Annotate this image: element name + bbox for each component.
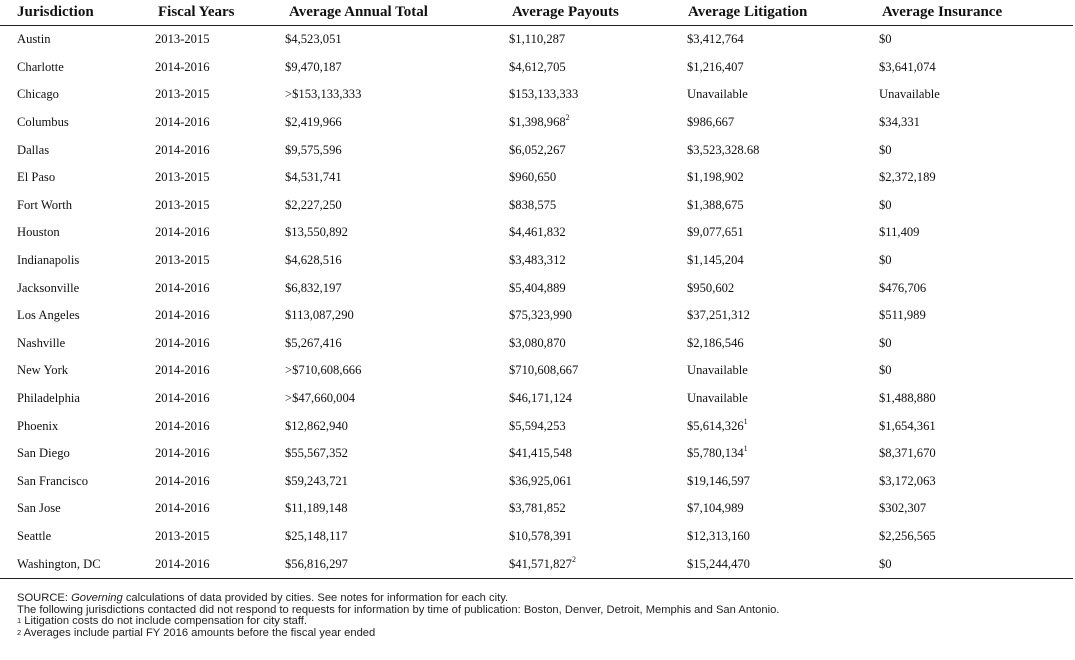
cell-jurisdiction-value: Fort Worth [17,197,73,212]
table-row [0,219,1073,247]
cell-fiscal-years-value: 2014-2016 [155,446,210,461]
cell-average-litigation [687,357,879,385]
cell-average-payouts-value: $838,575 [509,197,557,212]
cell-average-payouts [509,468,687,496]
cell-fiscal-years-value: 2014-2016 [155,115,210,130]
cell-fiscal-years [155,302,285,330]
cell-average-payouts [509,550,687,578]
table-row [0,523,1073,551]
footnote-1-mark: 1 [17,616,22,625]
cell-average-insurance [879,274,1073,302]
cell-average-annual-total-value: $55,567,352 [285,446,348,461]
cell-average-litigation [687,164,879,192]
cell-fiscal-years-value: 2014-2016 [155,363,210,378]
cell-average-payouts-value: $1,398,968 [509,115,566,130]
cell-average-annual-total [285,26,509,54]
cell-average-annual-total [285,274,509,302]
cell-average-insurance-value: $3,641,074 [879,59,936,74]
cell-average-insurance [879,81,1073,109]
cell-average-litigation-value: Unavailable [687,363,748,378]
cell-jurisdiction-value: New York [17,363,69,378]
cell-average-insurance [879,523,1073,551]
cell-fiscal-years-value: 2014-2016 [155,391,210,406]
cell-fiscal-years [155,26,285,54]
cell-average-annual-total-value: $113,087,290 [285,308,354,323]
cell-jurisdiction [0,412,155,440]
cell-jurisdiction-value: Charlotte [17,59,64,74]
cell-average-insurance [879,495,1073,523]
footnote-2 [17,628,1067,640]
cell-fiscal-years [155,192,285,220]
cell-average-insurance-value: $0 [879,556,892,571]
table-row [0,495,1073,523]
cell-average-payouts-value: $46,171,124 [509,391,572,406]
cell-average-litigation-value: $950,602 [687,280,735,295]
cell-fiscal-years-value: 2014-2016 [155,142,210,157]
cell-average-insurance-value: $0 [879,253,892,268]
cell-average-insurance-value: $302,307 [879,501,927,516]
cell-average-insurance [879,109,1073,137]
cell-jurisdiction [0,440,155,468]
cell-fiscal-years-value: 2014-2016 [155,225,210,240]
cell-jurisdiction-value: Phoenix [17,418,59,433]
cell-jurisdiction [0,330,155,358]
cell-average-litigation-value: $15,244,470 [687,556,750,571]
cell-average-annual-total [285,330,509,358]
cell-average-litigation [687,274,879,302]
cell-average-litigation-value: $1,216,407 [687,59,744,74]
cell-jurisdiction [0,302,155,330]
cell-average-annual-total [285,412,509,440]
cell-fiscal-years-value: 2014-2016 [155,308,210,323]
table-notes [17,593,1067,639]
cell-fiscal-years [155,495,285,523]
cell-average-insurance [879,164,1073,192]
cell-fiscal-years-value: 2014-2016 [155,280,210,295]
cell-average-insurance-value: $3,172,063 [879,473,936,488]
cell-jurisdiction-value: Philadelphia [17,391,80,406]
cell-fiscal-years [155,412,285,440]
cell-fiscal-years [155,219,285,247]
cell-fiscal-years [155,136,285,164]
cell-average-payouts-value: $41,415,548 [509,446,572,461]
table-row [0,247,1073,275]
cell-fiscal-years [155,468,285,496]
cell-average-payouts [509,495,687,523]
cell-average-litigation-value: $7,104,989 [687,501,744,516]
source-text: calculations of data provided by cities. See notes for information for each city. [122,592,509,604]
cell-average-annual-total-value: $56,816,297 [285,556,348,571]
cell-average-litigation [687,109,879,137]
cell-fiscal-years [155,164,285,192]
footnote-2-text: Averages include partial FY 2016 amounts before the fiscal year ended [21,626,376,639]
table-row [0,302,1073,330]
cell-average-insurance-value: $476,706 [879,280,927,295]
cell-average-annual-total [285,247,509,275]
cell-average-annual-total-value: $9,470,187 [285,59,342,74]
cell-jurisdiction [0,81,155,109]
cell-jurisdiction-value: El Paso [17,170,56,185]
cell-jurisdiction [0,26,155,54]
cell-average-payouts [509,247,687,275]
cell-jurisdiction [0,468,155,496]
cell-average-annual-total-value: $2,227,250 [285,197,342,212]
source-publication: Governing [71,592,123,604]
cell-average-litigation-value: $37,251,312 [687,308,750,323]
cell-average-insurance [879,330,1073,358]
cell-average-payouts-value: $960,650 [509,170,557,185]
cell-average-litigation-value: $19,146,597 [687,473,750,488]
cell-average-litigation-value: $5,614,326 [687,418,744,433]
cell-average-payouts-value: $41,571,827 [509,556,572,571]
cell-average-litigation [687,136,879,164]
table-row [0,357,1073,385]
cell-fiscal-years-value: 2013-2015 [155,87,210,102]
table-row [0,109,1073,137]
cell-average-annual-total-value: $2,419,966 [285,115,342,130]
source-note [17,593,1067,605]
cell-average-annual-total [285,523,509,551]
cell-average-litigation [687,550,879,578]
cell-fiscal-years [155,247,285,275]
cell-fiscal-years-value: 2013-2015 [155,253,210,268]
cell-average-litigation-value: $3,523,328.68 [687,142,760,157]
cell-jurisdiction-value: Seattle [17,528,52,543]
cell-average-litigation [687,440,879,468]
table-row [0,54,1073,82]
cell-average-payouts-value: $6,052,267 [509,142,566,157]
cell-average-payouts [509,81,687,109]
cell-fiscal-years-value: 2013-2015 [155,170,210,185]
cell-average-litigation [687,54,879,82]
cell-fiscal-years [155,523,285,551]
cell-jurisdiction [0,247,155,275]
cell-jurisdiction-value: Jacksonville [17,280,80,295]
cell-average-annual-total [285,440,509,468]
cell-average-payouts [509,440,687,468]
cell-average-annual-total-value: $12,862,940 [285,418,348,433]
cell-average-annual-total-value: $4,628,516 [285,253,342,268]
cell-average-payouts-value: $4,461,832 [509,225,566,240]
cell-average-insurance-value: $0 [879,363,892,378]
cell-average-insurance-value: $1,488,880 [879,391,936,406]
cell-average-annual-total-value: >$47,660,004 [285,391,356,406]
table-row [0,440,1073,468]
cell-average-litigation-value: Unavailable [687,391,748,406]
cell-average-insurance [879,54,1073,82]
header-average-litigation: Average Litigation [687,0,879,26]
cell-fiscal-years [155,274,285,302]
cell-average-litigation [687,26,879,54]
cell-average-insurance-value: Unavailable [879,87,940,102]
table-row [0,330,1073,358]
header-row [0,0,1073,26]
cell-average-litigation [687,247,879,275]
cell-jurisdiction [0,274,155,302]
cell-jurisdiction [0,550,155,578]
cell-average-insurance [879,192,1073,220]
cell-average-payouts-value: $4,612,705 [509,59,566,74]
cell-fiscal-years-value: 2013-2015 [155,32,210,47]
cell-average-insurance [879,302,1073,330]
cell-average-annual-total [285,219,509,247]
cell-average-payouts-value: $5,404,889 [509,280,566,295]
cell-average-payouts-value: $36,925,061 [509,473,572,488]
cell-jurisdiction [0,136,155,164]
cell-average-litigation-value: $9,077,651 [687,225,744,240]
table-row [0,274,1073,302]
cell-average-insurance-value: $2,372,189 [879,170,936,185]
cell-jurisdiction-value: Houston [17,225,60,240]
cell-average-annual-total-value: >$153,133,333 [285,87,362,102]
cell-average-litigation-value: $12,313,160 [687,528,750,543]
header-fiscal-years: Fiscal Years [155,0,285,26]
cell-fiscal-years-value: 2014-2016 [155,59,210,74]
cell-average-payouts [509,164,687,192]
cell-average-annual-total [285,495,509,523]
cell-average-payouts-value: $1,110,287 [509,32,566,47]
cell-average-payouts [509,136,687,164]
cell-average-litigation-value: $1,198,902 [687,170,744,185]
table-row [0,468,1073,496]
cell-average-litigation [687,302,879,330]
cell-jurisdiction-value: Nashville [17,335,66,350]
cell-average-litigation-value: $3,412,764 [687,32,744,47]
cell-average-insurance [879,136,1073,164]
header-average-annual-total: Average Annual Total [285,0,509,26]
cell-jurisdiction-value: San Diego [17,446,70,461]
cell-fiscal-years-value: 2013-2015 [155,197,210,212]
cell-fiscal-years-value: 2014-2016 [155,473,210,488]
footnote-marker: 1 [743,444,748,454]
cell-average-insurance-value: $34,331 [879,115,920,130]
cell-jurisdiction [0,385,155,413]
cell-average-insurance-value: $0 [879,197,892,212]
cell-average-payouts-value: $3,080,870 [509,335,566,350]
footnote-1-text: Litigation costs do not include compensation for city staff. [21,615,308,627]
cell-average-annual-total [285,385,509,413]
cell-average-payouts [509,357,687,385]
cell-jurisdiction [0,192,155,220]
footnote-marker: 2 [565,113,570,123]
cell-average-payouts [509,330,687,358]
cell-average-payouts [509,274,687,302]
cell-average-annual-total [285,81,509,109]
cell-average-annual-total-value: $13,550,892 [285,225,348,240]
cell-jurisdiction [0,109,155,137]
cell-average-annual-total-value: $4,523,051 [285,32,342,47]
header-jurisdiction: Jurisdiction [0,0,155,26]
table-row [0,550,1073,578]
cell-average-annual-total-value: $4,531,741 [285,170,342,185]
cell-average-insurance-value: $0 [879,335,892,350]
cell-average-litigation-value: $2,186,546 [687,335,744,350]
table-body [0,26,1073,579]
cell-average-annual-total [285,550,509,578]
cell-average-payouts [509,412,687,440]
cell-fiscal-years-value: 2013-2015 [155,528,210,543]
cell-jurisdiction [0,54,155,82]
footnote-marker: 2 [571,554,576,564]
cell-average-payouts [509,523,687,551]
cell-fiscal-years [155,109,285,137]
table-header [0,0,1073,26]
cell-average-annual-total [285,109,509,137]
cell-average-payouts [509,26,687,54]
cell-average-payouts [509,385,687,413]
table-row [0,26,1073,54]
cell-fiscal-years [155,54,285,82]
cell-average-annual-total-value: $6,832,197 [285,280,342,295]
cell-average-insurance-value: $0 [879,142,892,157]
cell-average-litigation-value: $1,145,204 [687,253,744,268]
cell-average-insurance [879,440,1073,468]
cell-jurisdiction-value: Los Angeles [17,308,80,323]
cell-average-annual-total [285,192,509,220]
cell-average-insurance-value: $1,654,361 [879,418,936,433]
footnote-2-mark: 2 [17,627,22,637]
cell-average-payouts-value: $3,483,312 [509,253,566,268]
cell-fiscal-years-value: 2014-2016 [155,501,210,516]
cell-average-payouts-value: $710,608,667 [509,363,579,378]
cell-average-annual-total-value: >$710,608,666 [285,363,362,378]
cell-average-payouts [509,109,687,137]
header-average-insurance: Average Insurance [879,0,1073,26]
cell-average-litigation [687,412,879,440]
cell-fiscal-years [155,357,285,385]
cell-average-insurance [879,550,1073,578]
cell-average-litigation [687,330,879,358]
cell-average-payouts [509,192,687,220]
cell-average-litigation-value: $1,388,675 [687,197,744,212]
cell-fiscal-years [155,330,285,358]
cell-average-annual-total-value: $9,575,596 [285,142,342,157]
cell-average-litigation [687,523,879,551]
cell-average-annual-total [285,302,509,330]
cell-average-payouts-value: $5,594,253 [509,418,566,433]
cell-average-litigation [687,219,879,247]
table-row [0,136,1073,164]
cell-average-litigation-value: $5,780,134 [687,446,744,461]
cell-jurisdiction [0,495,155,523]
nonresponse-note: The following jurisdictions contacted did not respond to requests for information by time of publication: Boston, Denver, Detroit, Memphis and San Antonio. [17,603,780,616]
footnote-marker: 1 [743,416,748,426]
cell-average-payouts [509,302,687,330]
cell-fiscal-years-value: 2014-2016 [155,418,210,433]
table-row [0,81,1073,109]
cell-average-litigation-value: $986,667 [687,115,735,130]
cell-jurisdiction-value: San Jose [17,501,61,516]
cell-average-insurance [879,219,1073,247]
cell-average-payouts-value: $3,781,852 [509,501,566,516]
cell-average-annual-total-value: $5,267,416 [285,335,342,350]
cell-fiscal-years [155,81,285,109]
cell-average-annual-total [285,164,509,192]
cell-jurisdiction-value: Columbus [17,115,69,130]
cell-average-litigation-value: Unavailable [687,87,748,102]
cell-jurisdiction-value: San Francisco [17,473,88,488]
cell-average-litigation [687,81,879,109]
cell-average-litigation [687,385,879,413]
cell-fiscal-years [155,550,285,578]
cell-average-insurance [879,468,1073,496]
source-prefix: SOURCE: [17,592,72,604]
table-row [0,385,1073,413]
cell-average-insurance [879,357,1073,385]
cell-jurisdiction-value: Indianapolis [17,253,80,268]
cell-fiscal-years-value: 2014-2016 [155,335,210,350]
cell-fiscal-years [155,385,285,413]
cell-average-payouts-value: $10,578,391 [509,528,572,543]
cell-jurisdiction [0,523,155,551]
cell-average-insurance-value: $0 [879,32,892,47]
cell-average-payouts [509,219,687,247]
cell-average-insurance [879,385,1073,413]
table-row [0,412,1073,440]
cell-average-payouts-value: $75,323,990 [509,308,572,323]
cell-jurisdiction-value: Chicago [17,87,59,102]
cell-average-annual-total [285,357,509,385]
cell-average-insurance [879,26,1073,54]
cell-average-annual-total-value: $59,243,721 [285,473,348,488]
cell-average-annual-total [285,468,509,496]
cell-average-litigation [687,192,879,220]
cell-jurisdiction [0,357,155,385]
cell-average-insurance-value: $11,409 [879,225,920,240]
cell-average-insurance-value: $2,256,565 [879,528,936,543]
header-average-payouts: Average Payouts [509,0,687,26]
cell-average-payouts-value: $153,133,333 [509,87,579,102]
cell-jurisdiction-value: Dallas [17,142,50,157]
cell-average-insurance-value: $8,371,670 [879,446,936,461]
cell-average-insurance [879,247,1073,275]
cell-fiscal-years [155,440,285,468]
cell-fiscal-years-value: 2014-2016 [155,556,210,571]
cell-jurisdiction [0,164,155,192]
table-row [0,164,1073,192]
cell-average-payouts [509,54,687,82]
cell-jurisdiction-value: Austin [17,32,51,47]
cell-average-insurance-value: $511,989 [879,308,926,323]
cell-average-annual-total-value: $11,189,148 [285,501,348,516]
cell-jurisdiction [0,219,155,247]
cell-average-insurance [879,412,1073,440]
cell-average-annual-total [285,54,509,82]
cell-average-annual-total [285,136,509,164]
cell-jurisdiction-value: Washington, DC [17,556,101,571]
cell-average-litigation [687,468,879,496]
table-row [0,192,1073,220]
cell-average-litigation [687,495,879,523]
cell-average-annual-total-value: $25,148,117 [285,528,348,543]
